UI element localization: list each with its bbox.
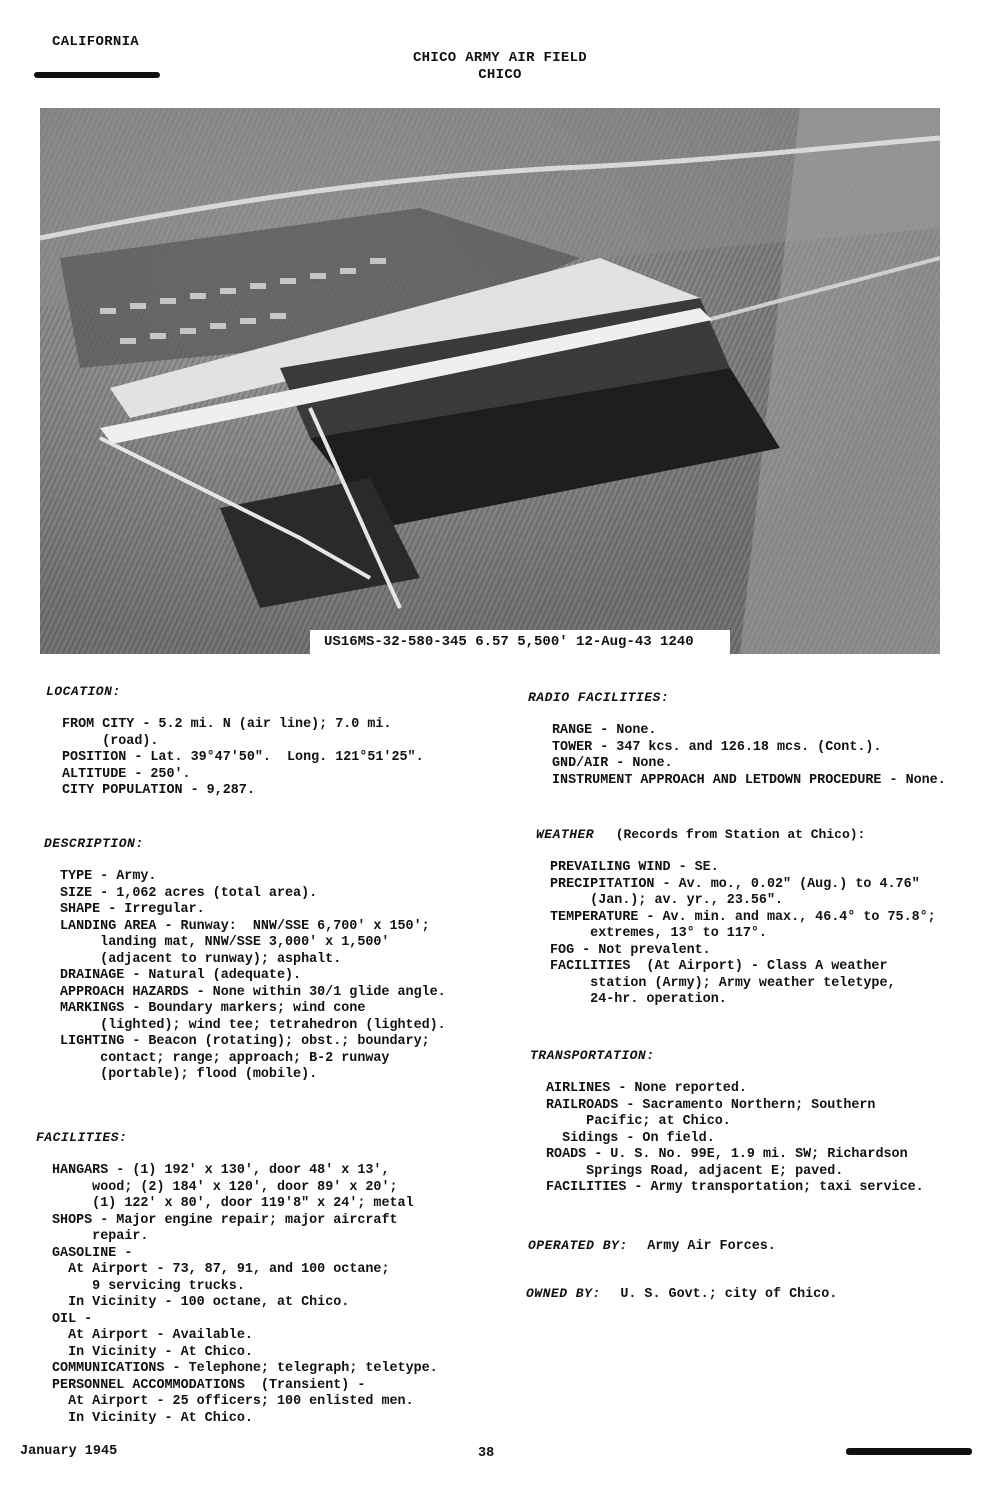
weather-line: FOG - Not prevalent. bbox=[550, 942, 711, 958]
weather-note: (Records from Station at Chico): bbox=[615, 827, 866, 842]
description-section bbox=[60, 869, 446, 1084]
facilities-line: (1) 122' x 80', door 119'8" x 24'; metal bbox=[52, 1196, 414, 1211]
description-line: SIZE - 1,062 acres (total area). bbox=[60, 885, 318, 901]
radio-line: RANGE - None. bbox=[552, 723, 657, 738]
description-line: MARKINGS - Boundary markers; wind cone bbox=[60, 1001, 366, 1016]
weather-heading-row bbox=[536, 825, 865, 843]
page-title: CHICO ARMY AIR FIELD bbox=[412, 50, 588, 66]
facilities-line: wood; (2) 184' x 120', door 89' x 20'; bbox=[52, 1179, 398, 1195]
transportation-line: ROADS - U. S. No. 99E, 1.9 mi. SW; Richardson bbox=[546, 1147, 908, 1162]
operated-by-row bbox=[528, 1236, 776, 1256]
facilities-line: At Airport - Available. bbox=[52, 1328, 253, 1343]
operated-by-value: Army Air Forces. bbox=[647, 1239, 776, 1254]
description-line: LIGHTING - Beacon (rotating); obst.; boundary; bbox=[60, 1034, 430, 1049]
transportation-line: FACILITIES - Army transportation; taxi service. bbox=[546, 1180, 924, 1195]
radio-heading: RADIO FACILITIES: bbox=[528, 690, 670, 705]
transportation-line: AIRLINES - None reported. bbox=[546, 1081, 747, 1096]
location-line: (road). bbox=[62, 733, 159, 749]
weather-line: FACILITIES (At Airport) - Class A weather bbox=[550, 959, 888, 974]
facilities-line: HANGARS - (1) 192' x 130', door 48' x 13', bbox=[52, 1163, 390, 1178]
facilities-line: PERSONNEL ACCOMMODATIONS (Transient) - bbox=[52, 1377, 366, 1393]
location-line: POSITION - Lat. 39°47'50". Long. 121°51'25". bbox=[62, 750, 424, 765]
weather-line: PRECIPITATION - Av. mo., 0.02" (Aug.) to 4.76" bbox=[550, 876, 920, 892]
radio-line: GND/AIR - None. bbox=[552, 756, 673, 771]
radio-line: INSTRUMENT APPROACH AND LETDOWN PROCEDURE - None. bbox=[552, 772, 946, 788]
weather-heading: WEATHER bbox=[536, 827, 595, 842]
owned-by-value: U. S. Govt.; city of Chico. bbox=[620, 1287, 838, 1302]
weather-section bbox=[550, 860, 936, 1009]
location-line: CITY POPULATION - 9,287. bbox=[62, 783, 255, 798]
description-line: APPROACH HAZARDS - None within 30/1 glide angle. bbox=[60, 984, 446, 1000]
owned-by-row bbox=[526, 1284, 837, 1304]
description-line: SHAPE - Irregular. bbox=[60, 902, 205, 917]
facilities-line: At Airport - 25 officers; 100 enlisted men. bbox=[52, 1394, 414, 1409]
aerial-photo bbox=[40, 108, 940, 654]
facilities-line: In Vicinity - 100 octane, at Chico. bbox=[52, 1295, 350, 1310]
transportation-section bbox=[546, 1081, 924, 1197]
facilities-line: At Airport - 73, 87, 91, and 100 octane; bbox=[52, 1262, 390, 1277]
facilities-line: In Vicinity - At Chico. bbox=[52, 1410, 253, 1426]
description-line: TYPE - Army. bbox=[60, 869, 157, 884]
page-subtitle: CHICO bbox=[478, 67, 522, 83]
description-line: LANDING AREA - Runway: NNW/SSE 6,700' x 150'; bbox=[60, 918, 430, 934]
weather-line: station (Army); Army weather teletype, bbox=[550, 975, 896, 991]
description-line: (lighted); wind tee; tetrahedron (lighted). bbox=[60, 1017, 446, 1033]
weather-line: 24-hr. operation. bbox=[550, 992, 727, 1007]
location-heading: LOCATION: bbox=[46, 684, 121, 699]
weather-line: extremes, 13° to 117°. bbox=[550, 926, 767, 941]
radio-line: TOWER - 347 kcs. and 126.18 mcs. (Cont.). bbox=[552, 739, 882, 755]
description-line: (portable); flood (mobile). bbox=[60, 1067, 318, 1082]
radio-section bbox=[552, 723, 946, 789]
weather-line: PREVAILING WIND - SE. bbox=[550, 860, 719, 875]
transportation-line: Pacific; at Chico. bbox=[546, 1114, 731, 1129]
facilities-section bbox=[52, 1163, 438, 1427]
description-line: landing mat, NNW/SSE 3,000' x 1,500' bbox=[60, 935, 390, 950]
description-line: (adjacent to runway); asphalt. bbox=[60, 951, 342, 967]
description-line: contact; range; approach; B-2 runway bbox=[60, 1050, 390, 1066]
transportation-line: Sidings - On field. bbox=[546, 1130, 715, 1146]
owned-by-heading: OWNED BY: bbox=[526, 1286, 601, 1301]
footer-date: January 1945 bbox=[20, 1444, 118, 1459]
facilities-line: COMMUNICATIONS - Telephone; telegraph; teletype. bbox=[52, 1361, 438, 1376]
weather-line: (Jan.); av. yr., 23.56". bbox=[550, 893, 784, 908]
facilities-line: SHOPS - Major engine repair; major aircraft bbox=[52, 1212, 398, 1228]
facilities-line: 9 servicing trucks. bbox=[52, 1278, 245, 1294]
location-section bbox=[62, 717, 424, 800]
facilities-line: In Vicinity - At Chico. bbox=[52, 1344, 253, 1360]
location-line: FROM CITY - 5.2 mi. N (air line); 7.0 mi. bbox=[62, 717, 392, 732]
page-number: 38 bbox=[478, 1446, 495, 1461]
transportation-heading: TRANSPORTATION: bbox=[530, 1048, 655, 1063]
facilities-line: repair. bbox=[52, 1229, 149, 1244]
weather-line: TEMPERATURE - Av. min. and max., 46.4° to 75.8°; bbox=[550, 909, 936, 925]
facilities-line: GASOLINE - bbox=[52, 1245, 133, 1261]
footer-redaction-mark bbox=[846, 1448, 972, 1455]
description-line: DRAINAGE - Natural (adequate). bbox=[60, 968, 302, 983]
transportation-line: RAILROADS - Sacramento Northern; Southern bbox=[546, 1097, 876, 1113]
operated-by-heading: OPERATED BY: bbox=[528, 1238, 628, 1253]
location-line: ALTITUDE - 250'. bbox=[62, 766, 191, 782]
facilities-line: OIL - bbox=[52, 1311, 93, 1327]
transportation-line: Springs Road, adjacent E; paved. bbox=[546, 1163, 844, 1179]
facilities-heading: FACILITIES: bbox=[36, 1130, 128, 1145]
photo-caption: US16MS-32-580-345 6.57 5,500' 12-Aug-43 1240 bbox=[310, 630, 730, 654]
description-heading: DESCRIPTION: bbox=[44, 836, 144, 851]
state-label: CALIFORNIA bbox=[52, 34, 140, 50]
airfield-illustration bbox=[40, 108, 940, 654]
